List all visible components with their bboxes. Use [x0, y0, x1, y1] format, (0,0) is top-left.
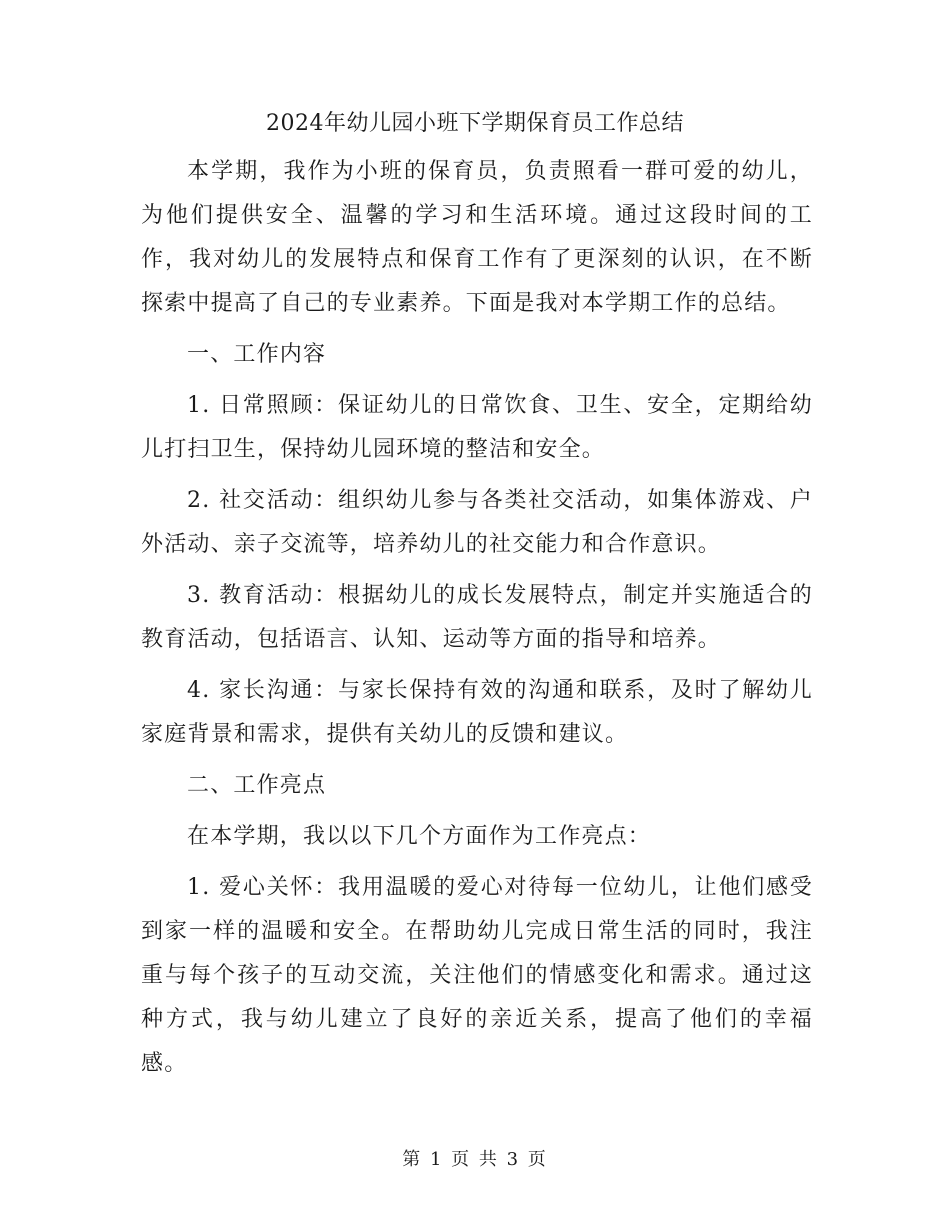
list-item-loving-care: 1. 爱心关怀：我用温暖的爱心对待每一位幼儿，让他们感受到家一样的温暖和安全。在帮助幼儿完成日常生活的同时，我注重与每个孩子的互动交流，关注他们的情感变化和需求。通过这种方式，我与幼儿建立了良好的亲近关系，提高了他们的幸福感。: [141, 875, 813, 1076]
document-title: 2024年幼儿园小班下学期保育员工作总结: [266, 111, 684, 136]
page-footer: 第 1 页 共 3 页: [402, 1149, 548, 1170]
list-item-education-activities: 3. 教育活动：根据幼儿的成长发展特点，制定并实施适合的教育活动，包括语言、认知、运动等方面的指导和培养。: [141, 583, 813, 652]
section-heading-highlights: 二、工作亮点: [187, 773, 327, 798]
section-heading-work-content: 一、工作内容: [187, 342, 327, 367]
list-item-parent-communication: 4. 家长沟通：与家长保持有效的沟通和联系，及时了解幼儿家庭背景和需求，提供有关幼儿的反馈和建议。: [141, 678, 813, 747]
list-item-social-activities: 2. 社交活动：组织幼儿参与各类社交活动，如集体游戏、户外活动、亲子交流等，培养幼儿的社交能力和合作意识。: [141, 488, 813, 557]
highlights-intro-paragraph: 在本学期，我以以下几个方面作为工作亮点：: [187, 824, 652, 849]
list-item-daily-care: 1. 日常照顾：保证幼儿的日常饮食、卫生、安全，定期给幼儿打扫卫生，保持幼儿园环境的整洁和安全。: [141, 393, 813, 462]
intro-paragraph: 本学期，我作为小班的保育员，负责照看一群可爱的幼儿，为他们提供安全、温馨的学习和生活环境。通过这段时间的工作，我对幼儿的发展特点和保育工作有了更深刻的认识，在不断探索中提高了自己的专业素养。下面是我对本学期工作的总结。: [141, 159, 813, 316]
document-body: [141, 150, 813, 1093]
